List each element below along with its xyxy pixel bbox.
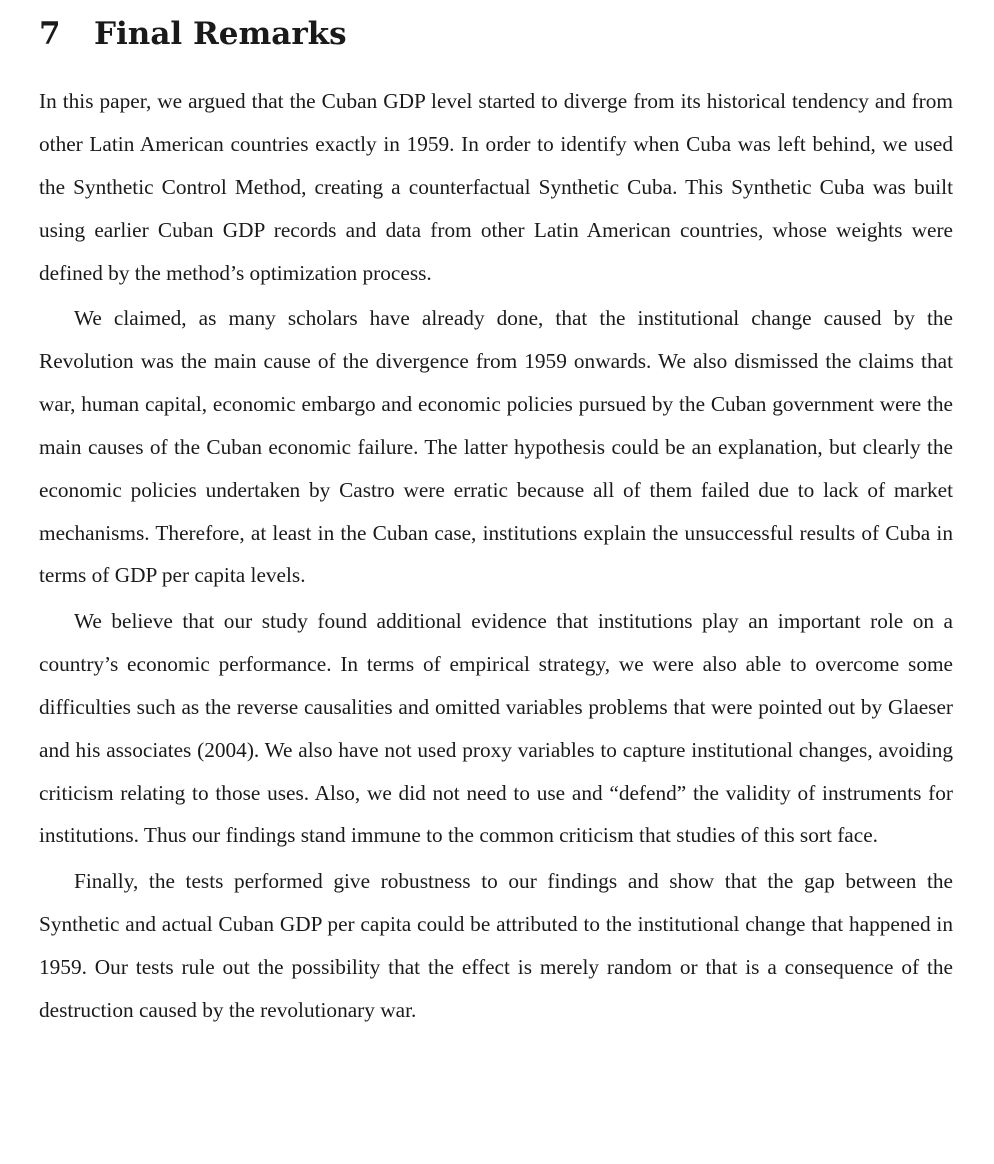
section-number: 7 (39, 16, 61, 52)
paragraph-evidence: We believe that our study found additional evidence that institutions play an important role on a country’s economic performance. In terms of empirical strategy, we were also able to overcome some difficulties such as the reverse causalities and omitted variables problems that were pointed out by Glaeser and his associates (2004). We also have not used proxy variables to capture institutional changes, avoiding criticism relating to those uses. Also, we did not need to use and “defend” the validity of instruments for institutions. Thus our findings stand immune to the common criticism that studies of this sort face. (39, 608, 953, 848)
paragraph-summary: In this paper, we argued that the Cuban GDP level started to diverge from its historical tendency and from other Latin American countries exactly in 1959. In order to identify when Cuba was left behind, we used the Synthetic Control Method, creating a counterfactual Synthetic Cuba. This Synthetic Cuba was built using earlier Cuban GDP records and data from other Latin American countries, whose weights were defined by the method’s optimization process. (39, 89, 953, 285)
section-heading (39, 14, 953, 54)
paragraph-claims: We claimed, as many scholars have already done, that the institutional change caused by the Revolution was the main cause of the divergence from 1959 onwards. We also dismissed the claims that war, human capital, economic embargo and economic policies pursued by the Cuban government were the main causes of the Cuban economic failure. The latter hypothesis could be an explanation, but clearly the economic policies undertaken by Castro were erratic because all of them failed due to lack of market mechanisms. Therefore, at least in the Cuban case, institutions explain the unsuccessful results of Cuba in terms of GDP per capita levels. (39, 306, 953, 588)
section-title: Final Remarks (94, 16, 347, 52)
document-page (39, 14, 953, 1031)
paragraph-robustness: Finally, the tests performed give robustness to our findings and show that the gap between the Synthetic and actual Cuban GDP per capita could be attributed to the institutional change that happened in 1959. Our tests rule out the possibility that the effect is merely random or that is a consequence of the destruction caused by the revolutionary war. (39, 868, 953, 1022)
